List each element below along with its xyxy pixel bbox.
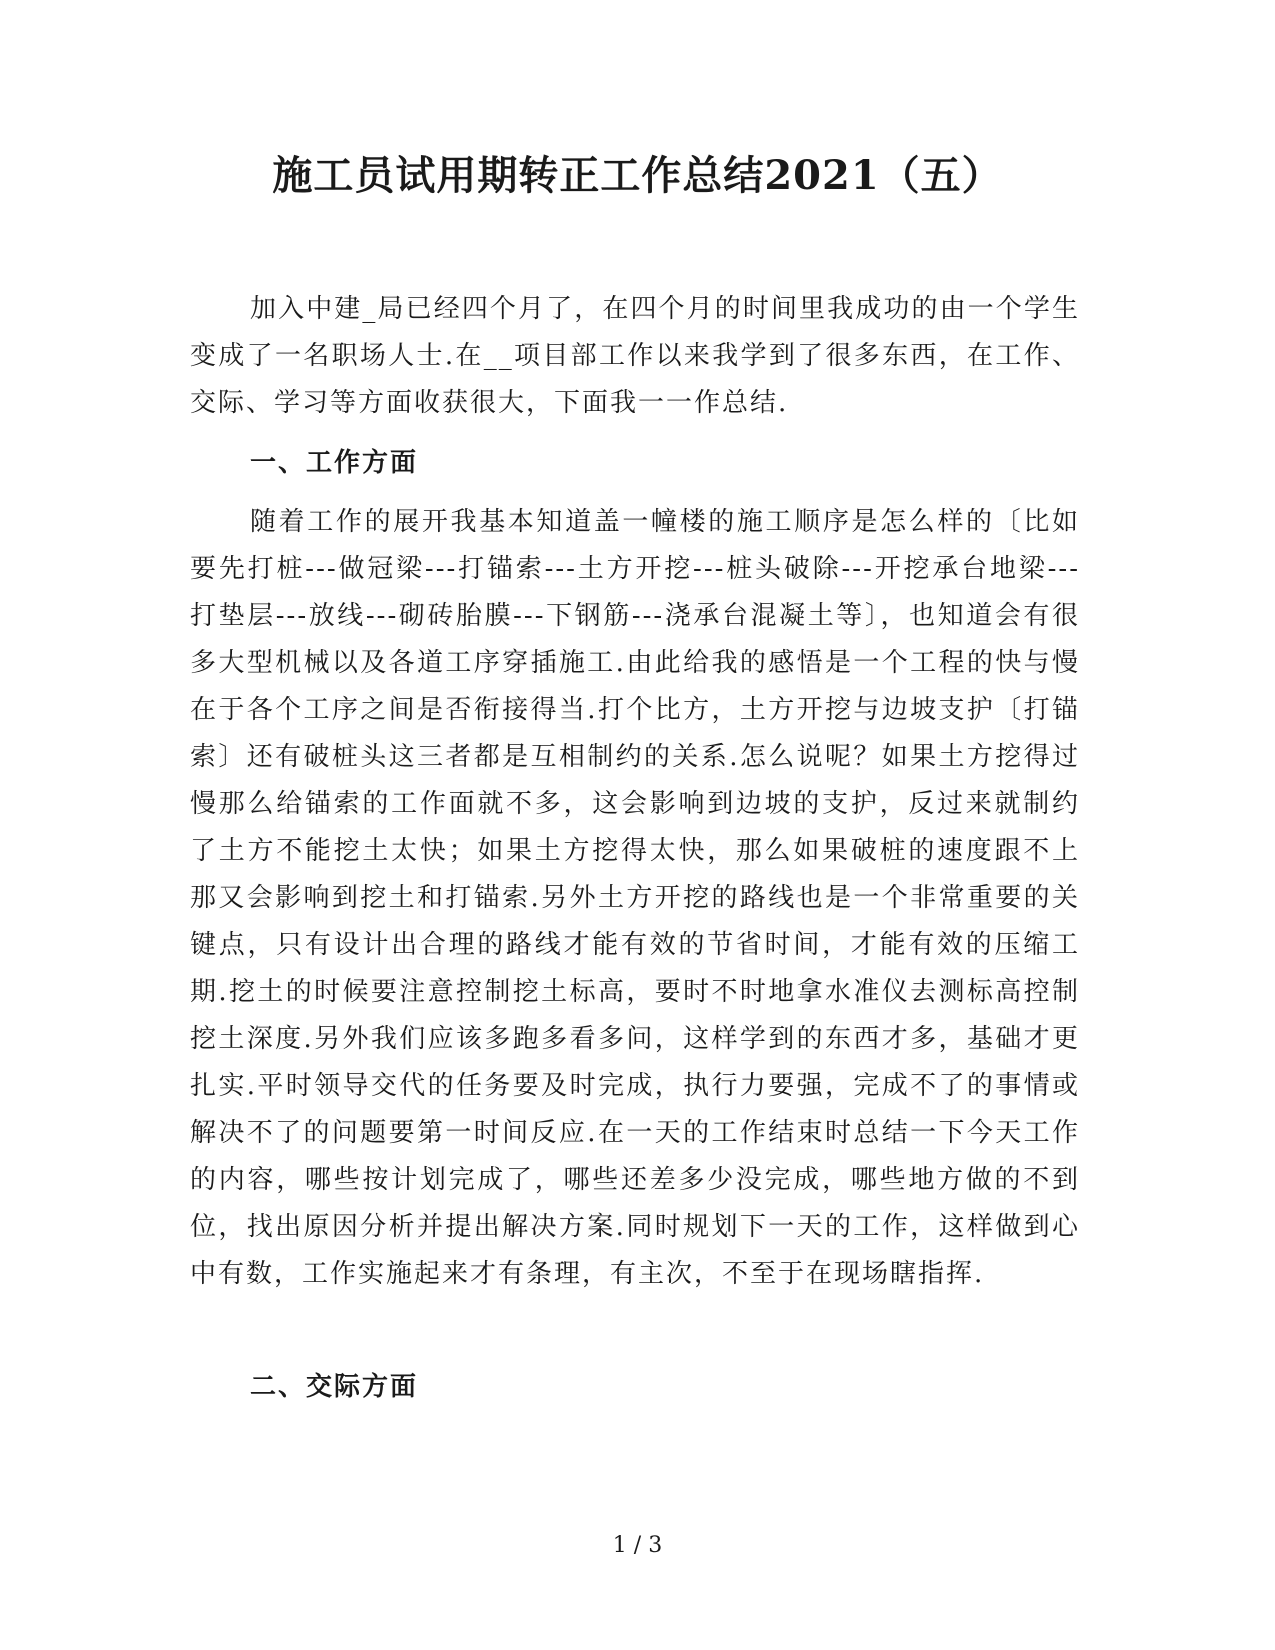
page-number: 1 / 3 [612, 1533, 663, 1558]
intro-paragraph: 加入中建_局已经四个月了，在四个月的时间里我成功的由一个学生变成了一名职场人士.在__项目部工作以来我学到了很多东西，在工作、交际、学习等方面收获很大，下面我一一作总结. [190, 294, 1080, 418]
document-title: 施工员试用期转正工作总结2021（五） [272, 152, 1003, 199]
work-paragraph: 随着工作的展开我基本知道盖一幢楼的施工顺序是怎么样的〔比如要先打桩---做冠梁---打锚索---土方开挖---桩头破除---开挖承台地梁---打垫层---放线---砌砖胎膜---下钢筋---浇承台混凝土等〕，也知道会有很多大型机械以及各道工序穿插施工.由此给我的感悟是一个工程的快与慢在于各个工序之间是否衔接得当.打个比方，土方开挖与边坡支护〔打锚索〕还有破桩头这三者都是互相制约的关系.怎么说呢？如果土方挖得过慢那么给锚索的工作面就不多，这会影响到边坡的支护，反过来就制约了土方不能挖土太快；如果土方挖得太快，那么如果破桩的速度跟不上那又会影响到挖土和打锚索.另外土方开挖的路线也是一个非常重要的关键点，只有设计出合理的路线才能有效的节省时间，才能有效的压缩工期.挖土的时候要注意控制挖土标高，要时不时地拿水准仪去测标高控制挖土深度.另外我们应该多跑多看多问，这样学到的东西才多，基础才更扎实.平时领导交代的任务要及时完成，执行力要强，完成不了的事情或解决不了的问题要第一时间反应.在一天的工作结束时总结一下今天工作的内容，哪些按计划完成了，哪些还差多少没完成，哪些地方做的不到位，找出原因分析并提出解决方案.同时规划下一天的工作，这样做到心中有数，工作实施起来才有条理，有主次，不至于在现场瞎指挥. [190, 507, 1080, 1289]
section-heading-work: 一、工作方面 [250, 448, 419, 478]
section-heading-communication: 二、交际方面 [250, 1372, 419, 1402]
